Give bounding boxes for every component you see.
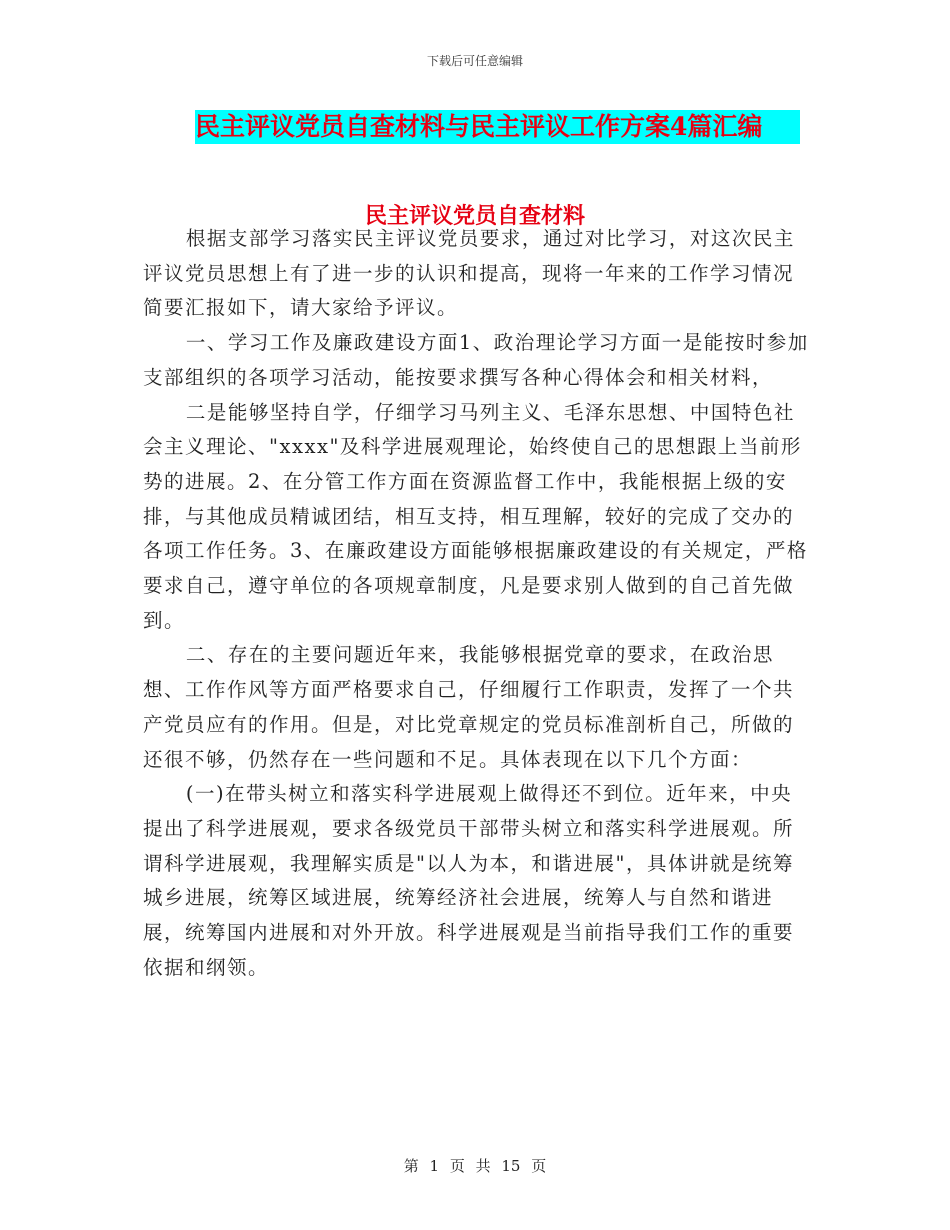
section-title: 民主评议党员自查材料 [364, 203, 585, 229]
paragraph: 根据支部学习落实民主评议党员要求，通过对比学习，对这次民主评议党员思想上有了进一步的认识和提高，现将一年来的工作学习情况简要汇报如下，请大家给予评议。 [143, 227, 795, 320]
page-footer: 第 1 页 共 15 页 [403, 1157, 547, 1175]
paragraph: (一)在带头树立和落实科学进展观上做得还不到位。近年来，中央提出了科学进展观，要求各级党员干部带头树立和落实科学进展观。所谓科学进展观，我理解实质是"以人为本，和谐进展"，具体讲就是统筹城乡进展，统筹区域进展，统筹经济社会进展，统筹人与自然和谐进展，统筹国内进展和对外开放。科学进展观是当前指导我们工作的重要依据和纲领。 [143, 782, 795, 979]
paragraph: 二是能够坚持自学，仔细学习马列主义、毛泽东思想、中国特色社会主义理论、"xxxx"及科学进展观理论，始终使自己的思想跟上当前形势的进展。2、在分管工作方面在资源监督工作中，我能根据上级的安排，与其他成员精诚团结，相互支持，相互理解，较好的完成了交办的各项工作任务。3、在廉政建设方面能够根据廉政建设的有关规定，严格要求自己，遵守单位的各项规章制度，凡是要求别人做到的自己首先做到。 [143, 400, 808, 632]
paragraph: 二、存在的主要问题近年来，我能够根据党章的要求，在政治思想、工作作风等方面严格要求自己，仔细履行工作职责，发挥了一个共产党员应有的作用。但是，对比党章规定的党员标准剖析自己，所做的还很不够，仍然存在一些问题和不足。具体表现在以下几个方面： [143, 643, 795, 771]
document-title: 民主评议党员自查材料与民主评议工作方案4篇汇编 [195, 110, 800, 144]
paragraph: 一、学习工作及廉政建设方面1、政治理论学习方面一是能按时参加支部组织的各项学习活动，能按要求撰写各种心得体会和相关材料， [143, 331, 809, 389]
header-note: 下载后可任意编辑 [426, 54, 523, 68]
body-text [143, 222, 813, 985]
